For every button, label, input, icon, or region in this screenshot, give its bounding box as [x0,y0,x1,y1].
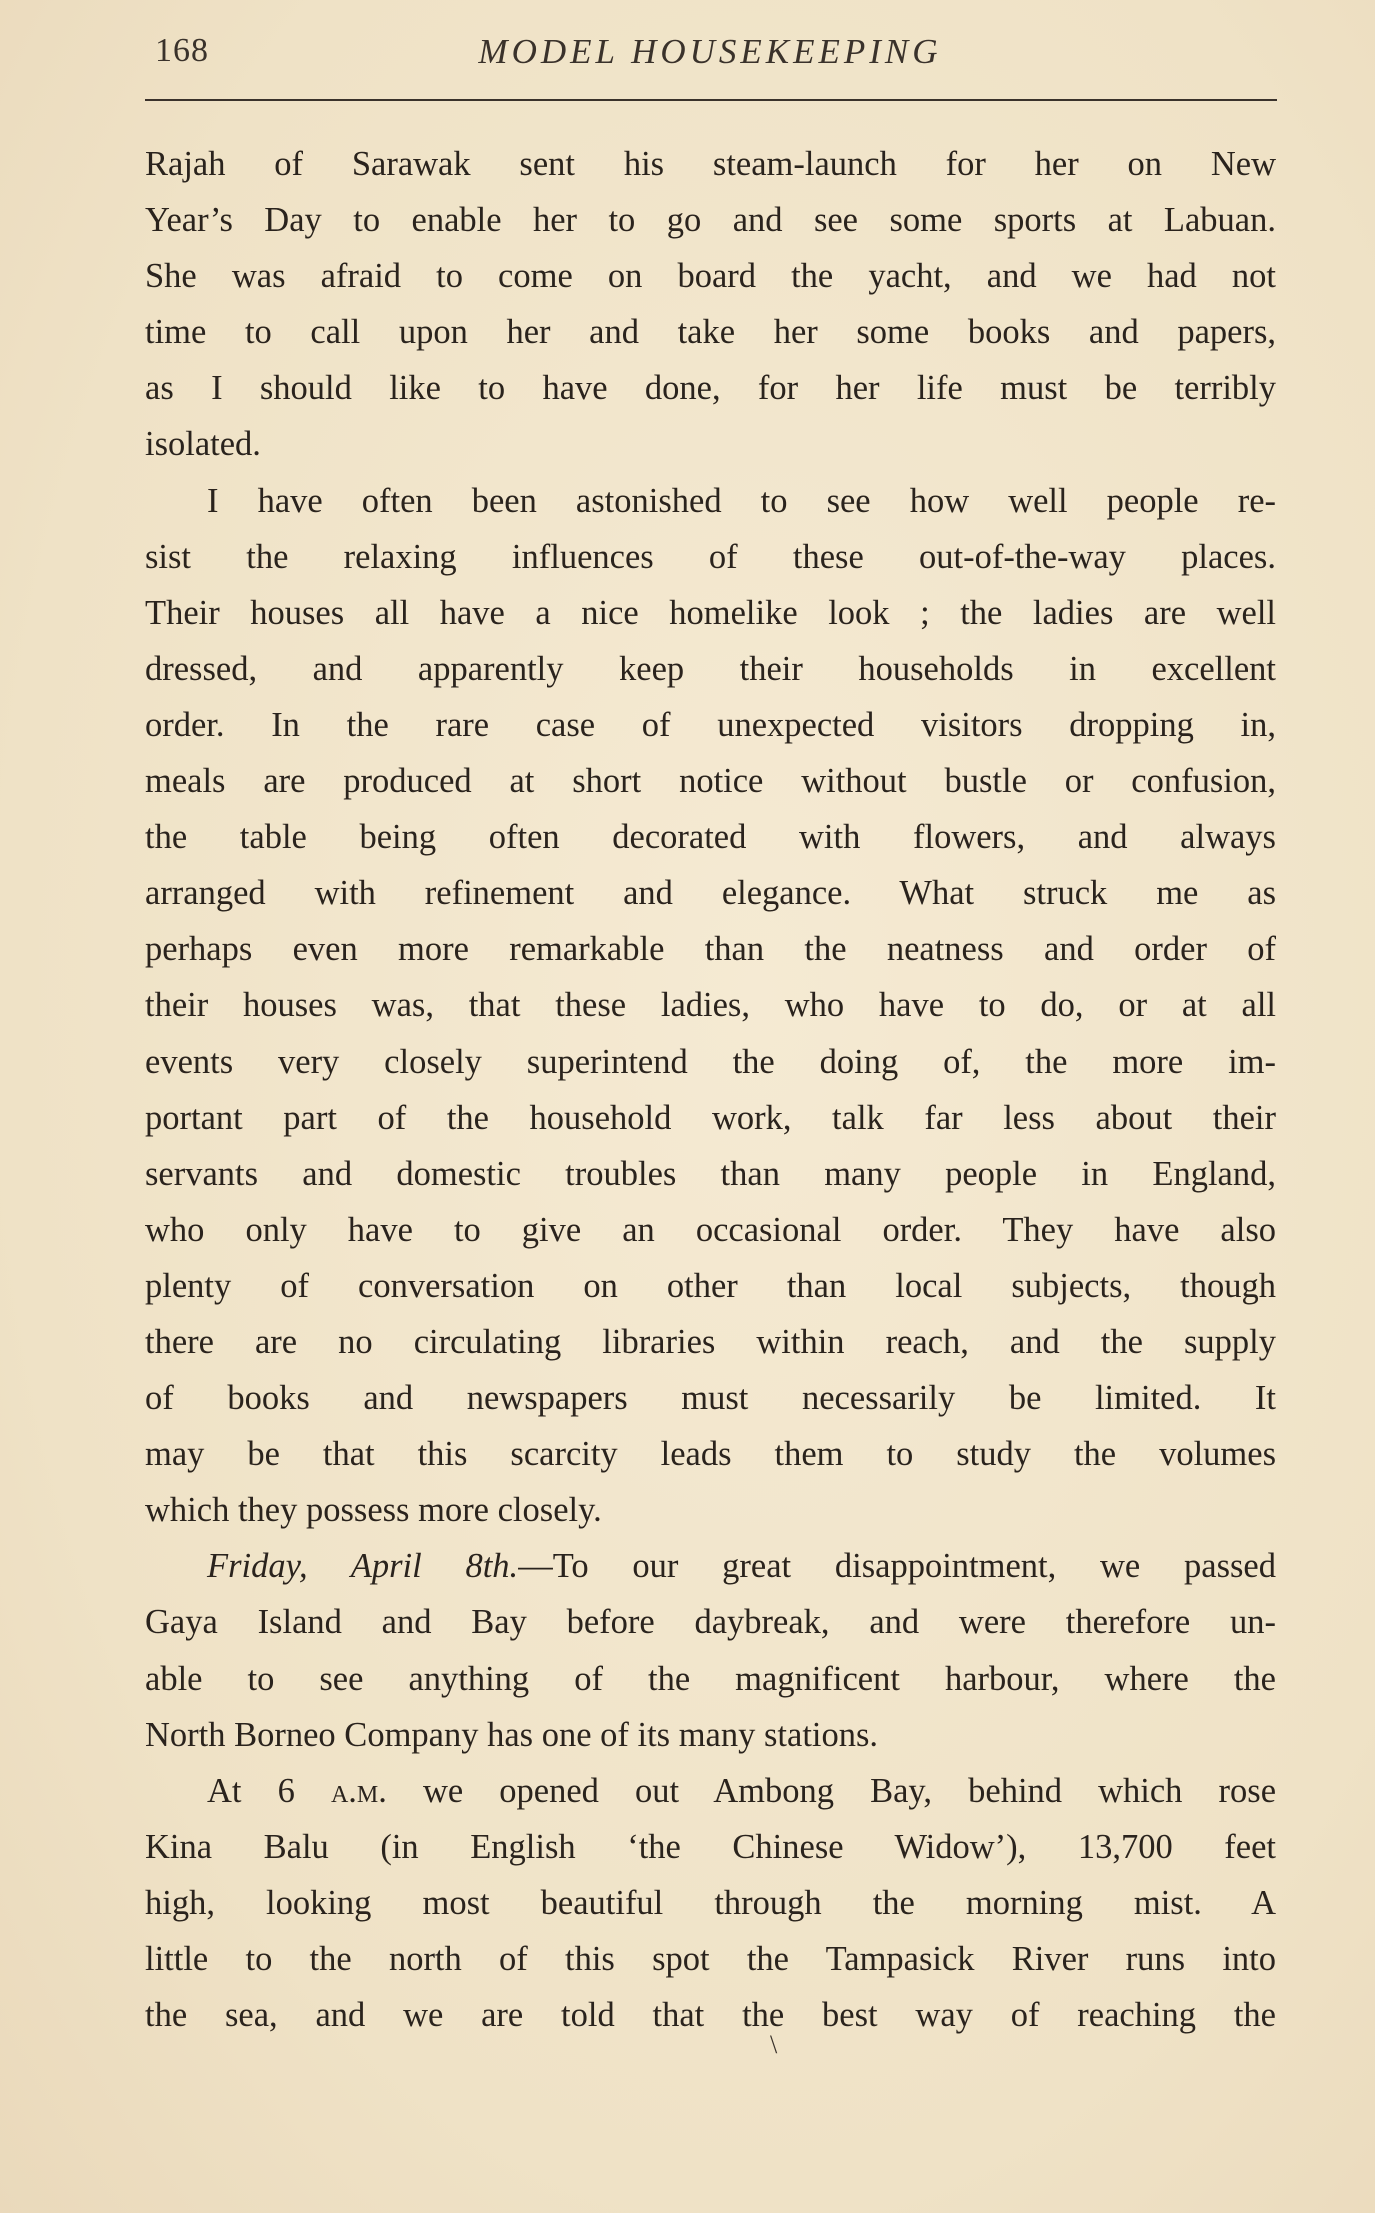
header-rule [145,99,1277,101]
text-line: able to see anything of the magnificent harbour, where the [145,1659,1276,1698]
text-line: servants and domestic troubles than many people in England, [145,1154,1276,1193]
running-title: MODEL HOUSEKEEPING [478,32,942,71]
text-line: meals are produced at short notice without bustle or confusion, [145,762,1276,801]
text-line: Year’s Day to enable her to go and see some sports at Labuan. [145,201,1276,240]
text-line: Gaya Island and Bay before daybreak, and were therefore un- [145,1603,1276,1642]
text-line: Rajah of Sarawak sent his steam-launch for her on New [145,145,1276,183]
text-line: high, looking most beautiful through the morning mist. A [145,1883,1276,1922]
text-line: I have often been astonished to see how well people re- [207,481,1276,520]
text-line: of books and newspapers must necessarily be limited. It [145,1379,1276,1418]
text-line: the sea, and we are told that the best way of reaching the [145,1996,1276,2035]
text-line: order. In the rare case of unexpected visitors dropping in, [145,705,1276,744]
paragraph-2 [145,473,1276,1539]
body-text [145,136,1276,2043]
diary-date: Friday, April 8th. [207,1547,519,1586]
text-line: which they possess more closely. [145,1491,602,1530]
text-line: isolated. [145,425,261,464]
text-line: little to the north of this spot the Tampasick River runs into [145,1940,1276,1978]
text-line: as I should like to have done, for her life must be terribly [145,369,1276,408]
text-line: time to call upon her and take her some books and papers, [145,313,1276,352]
text-line: events very closely superintend the doing of, the more im- [145,1042,1276,1081]
text-line [145,1538,1276,1594]
text-line: may be that this scarcity leads them to study the volumes [145,1435,1276,1474]
page-number: 168 [155,32,209,69]
time-abbrev: a.m. [330,1771,387,1810]
text-line: Their houses all have a nice homelike look ; the ladies are well [145,593,1276,632]
paragraph-1 [145,136,1276,473]
text-line: dressed, and apparently keep their households in excellent [145,649,1276,688]
paragraph-3 [145,1538,1276,1762]
text-line: Kina Balu (in English ‘the Chinese Widow’), 13,700 feet [145,1827,1276,1866]
text-line: portant part of the household work, talk far less about their [145,1098,1276,1137]
text-line: perhaps even more remarkable than the neatness and order of [145,930,1276,969]
paragraph-4 [145,1763,1276,2043]
text-line: She was afraid to come on board the yacht, and we had not [145,257,1276,296]
text-fragment: we opened out Ambong Bay, behind which rose [386,1771,1277,1810]
text-line: who only have to give an occasional order. They have also [145,1210,1276,1249]
text-line: their houses was, that these ladies, who have to do, or at all [145,986,1276,1025]
text-line: there are no circulating libraries within reach, and the supply [145,1322,1276,1361]
printer-catchmark: \ [770,2030,778,2059]
text-line: plenty of conversation on other than local subjects, though [145,1266,1276,1305]
text-line: North Borneo Company has one of its many stations. [145,1715,879,1754]
text-fragment: At 6 [207,1771,331,1810]
text-line: sist the relaxing influences of these out-of-the-way places. [145,537,1276,576]
text-line: the table being often decorated with flowers, and always [145,818,1276,857]
text-fragment: —To our great disappointment, we passed [518,1547,1276,1586]
page-header [145,28,1275,78]
text-line [145,1763,1276,1819]
text-line: arranged with refinement and elegance. What struck me as [145,874,1276,913]
